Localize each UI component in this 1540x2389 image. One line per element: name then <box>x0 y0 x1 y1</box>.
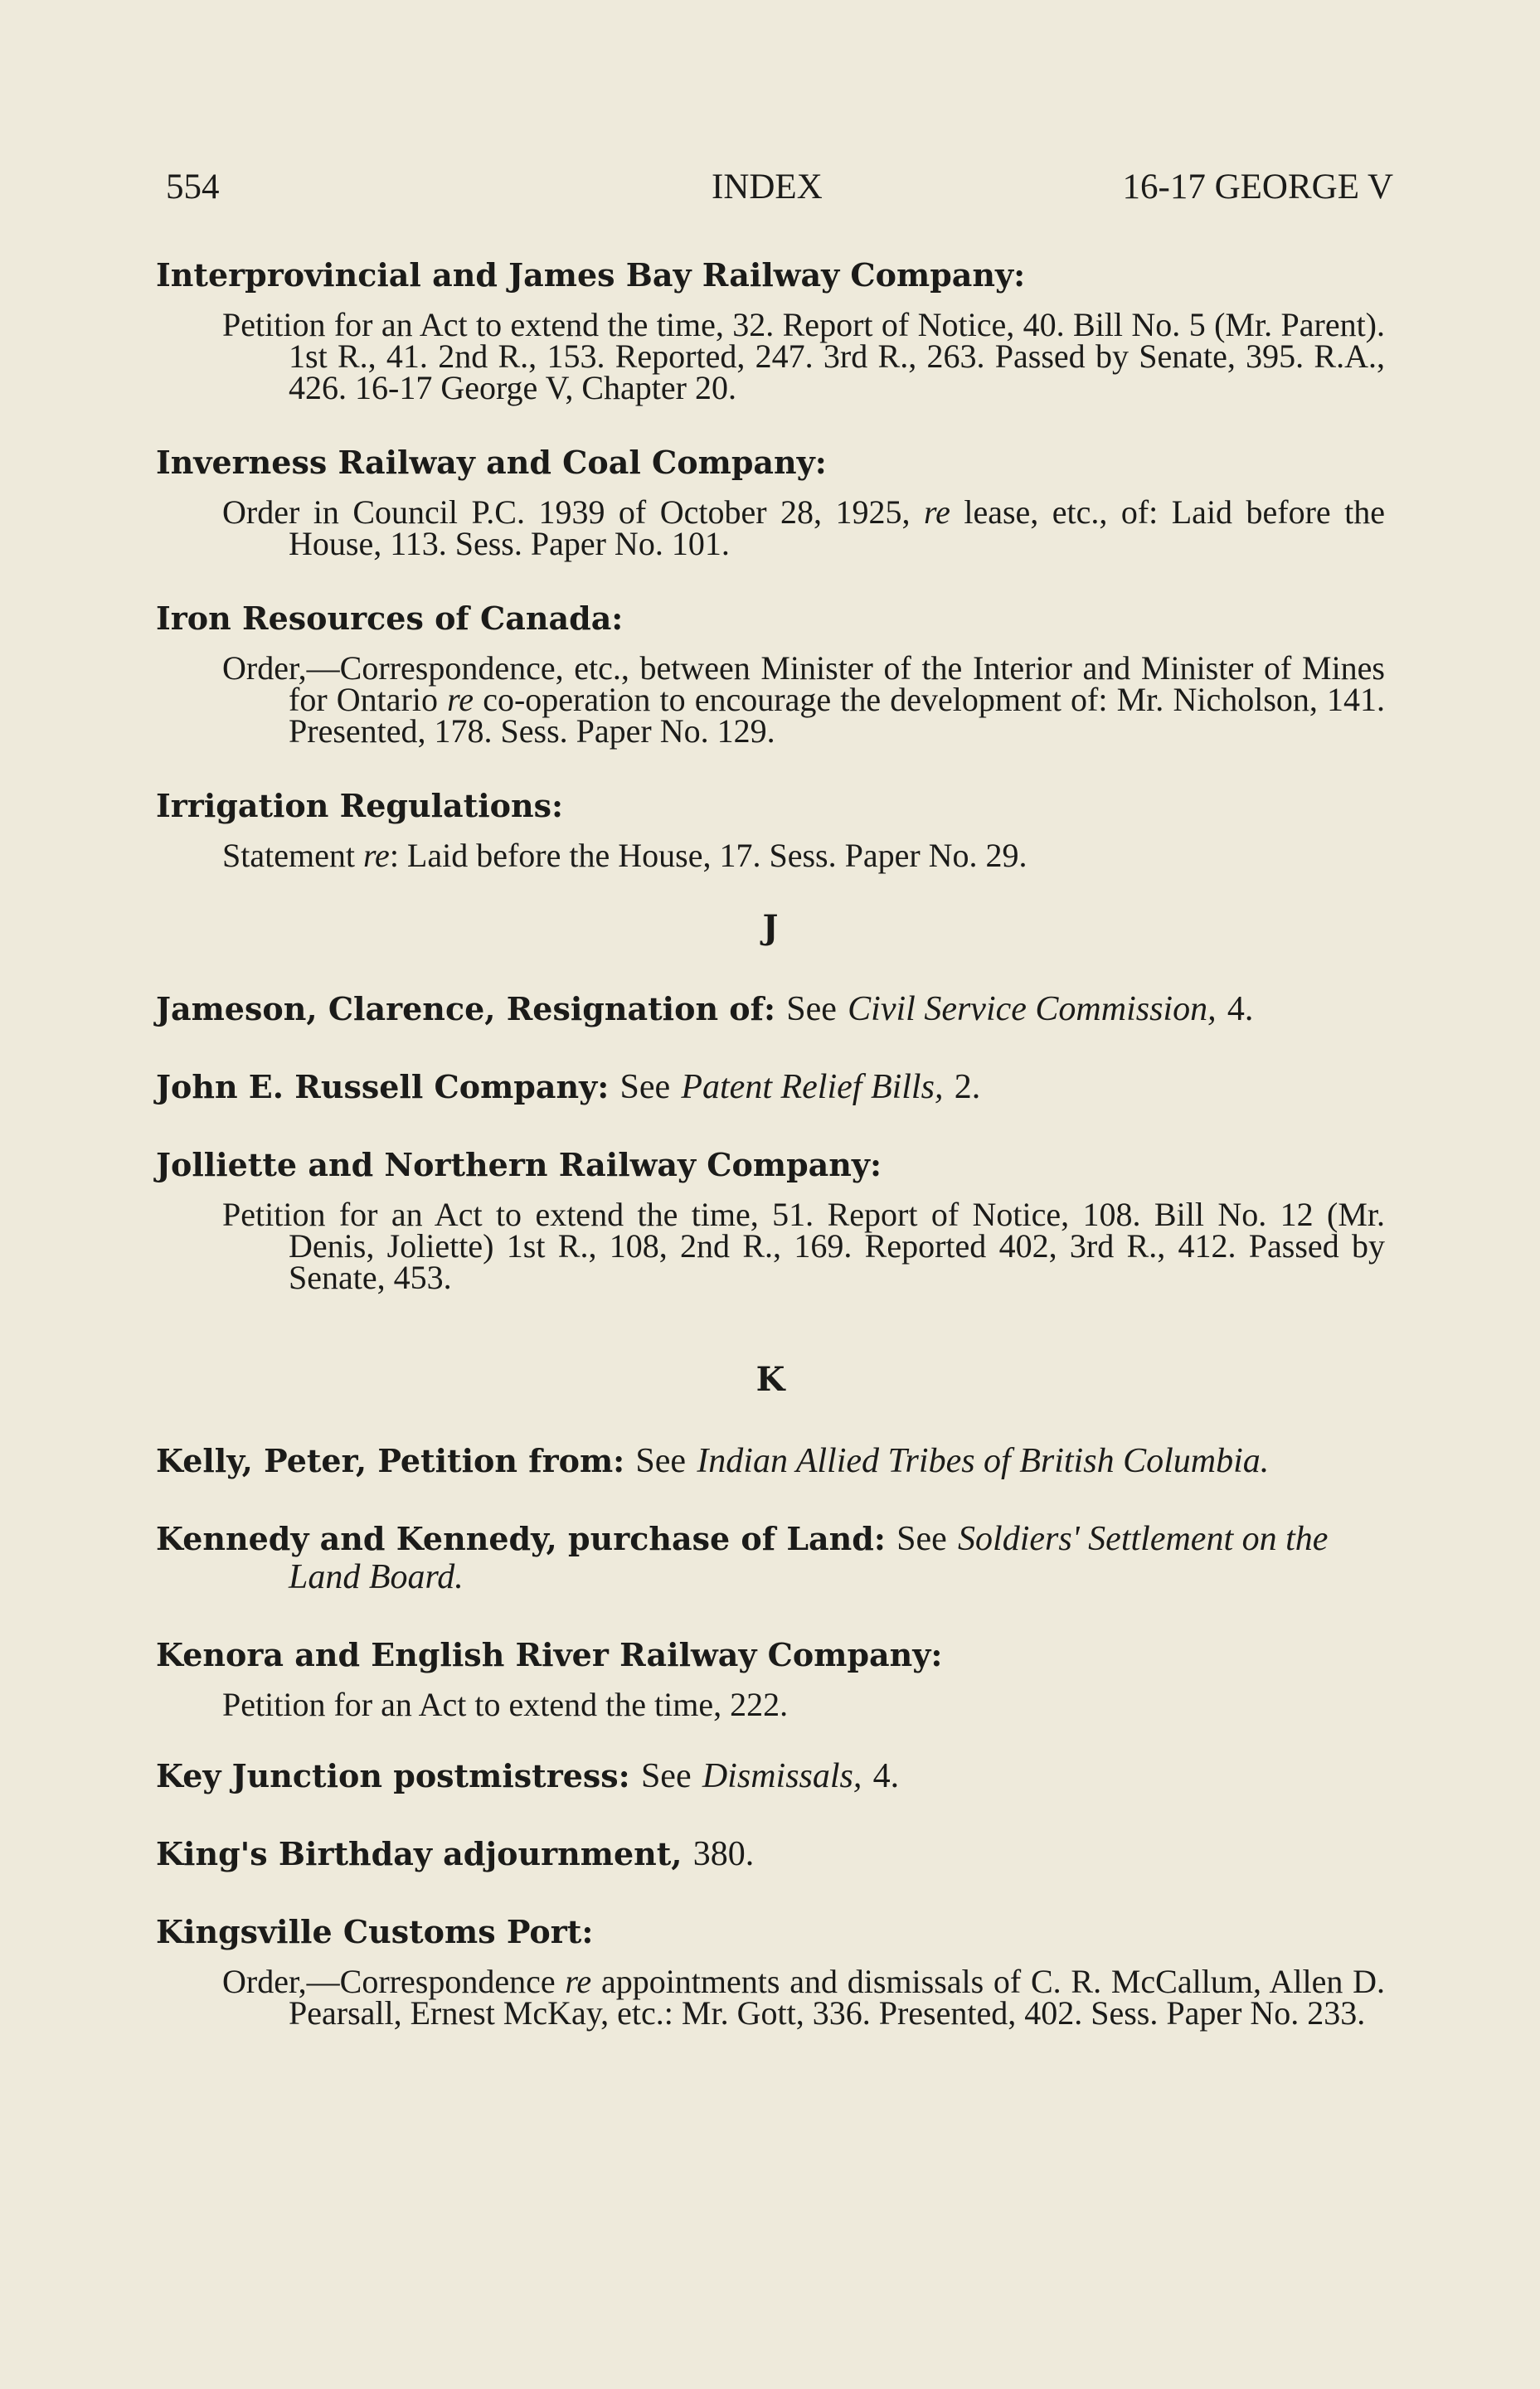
entry-title <box>156 987 1385 1032</box>
entry-title: Inverness Railway and Coal Company: <box>156 444 827 481</box>
body-re: re <box>362 837 390 874</box>
entry-title: Irrigation Regulations: <box>156 787 564 824</box>
entry-title: Interprovincial and James Bay Railway Company: <box>156 256 1026 294</box>
index-entry <box>156 1065 1385 1110</box>
see-label: See <box>786 990 837 1028</box>
index-entry <box>156 1910 1385 2032</box>
entry-title <box>156 1832 1385 1877</box>
body-re: re <box>924 493 950 531</box>
entry-title <box>156 1517 1385 1600</box>
page-ref: 4. <box>872 1757 900 1795</box>
body-text: Order in Council P.C. 1939 of October 28, 1925, <box>222 493 911 531</box>
body-re: re <box>565 1963 592 2000</box>
index-entries <box>156 253 1385 2066</box>
entry-body <box>156 493 1386 562</box>
body-text: lease, etc., of: Laid before the House, 113. Sess. Paper No. 101. <box>289 493 1386 562</box>
entry-heading: Key Junction postmistress: <box>156 1757 630 1794</box>
cross-reference: Soldiers' Settlement on the <box>958 1520 1329 1558</box>
see-label: See <box>619 1068 671 1106</box>
running-title: INDEX <box>712 168 823 206</box>
entry-heading: Kennedy and Kennedy, purchase of Land: <box>156 1520 886 1557</box>
index-entry <box>156 1517 1385 1600</box>
index-entry <box>156 784 1385 872</box>
cross-reference-continued: Land Board. <box>289 1558 464 1596</box>
entry-title: Kenora and English River Railway Company: <box>156 1636 943 1673</box>
body-text: Order,—Correspondence <box>222 1963 556 2000</box>
entry-heading: John E. Russell Company: <box>156 1068 610 1105</box>
entry-title <box>156 1754 1385 1799</box>
entry-body <box>156 649 1386 750</box>
entry-title: Kingsville Customs Port: <box>156 1913 594 1950</box>
entry-body <box>156 837 1385 874</box>
entry-title <box>156 1439 1385 1483</box>
body-text: : Laid before the House, 17. Sess. Paper No. 29. <box>389 837 1027 874</box>
body-re: re <box>447 681 474 718</box>
index-entry <box>156 596 1386 750</box>
entry-body: Petition for an Act to extend the time, 32. Report of Notice, 40. Bill No. 5 (Mr. Parent). 1st R., 41. 2nd R., 153. Reported, 247. 3rd R., 263. Passed by Senate, 395. R.A., 426. 16-17 George V, Chapter 20. <box>222 306 1385 406</box>
body-text: Statement <box>222 837 355 874</box>
index-entry <box>156 1143 1385 1294</box>
cross-reference: Dismissals, <box>702 1757 862 1795</box>
see-label: See <box>635 1442 687 1480</box>
body-text: co-operation to encourage the development of: Mr. Nicholson, 141. Presented, 178. Sess. Paper No. 129. <box>289 681 1386 750</box>
entry-body <box>156 1963 1385 2032</box>
index-entry <box>156 440 1385 560</box>
section-letter-k: K <box>755 1360 785 1399</box>
entry-heading: Kelly, Peter, Petition from: <box>156 1442 625 1479</box>
index-entry <box>156 253 1385 404</box>
running-reign: 16-17 GEORGE V <box>1122 168 1393 206</box>
index-entry <box>156 987 1385 1032</box>
body-text: Order,—Correspondence, etc., between Minister of the Interior and Minister of Mines for Ontario <box>222 649 1385 718</box>
entry-body: Petition for an Act to extend the time, 51. Report of Notice, 108. Bill No. 12 (Mr. Denis, Joliette) 1st R., 108, 2nd R., 169. Reported 402, 3rd R., 412. Passed by Senate, 453. <box>222 1196 1385 1296</box>
cross-reference: Patent Relief Bills, <box>681 1068 944 1106</box>
cross-reference: Indian Allied Tribes of British Columbia. <box>697 1442 1270 1480</box>
page-ref: 380. <box>692 1835 755 1873</box>
entry-heading: King's Birthday adjournment, <box>156 1835 683 1872</box>
entry-title: Jolliette and Northern Railway Company: <box>156 1146 882 1183</box>
see-label: See <box>640 1757 692 1795</box>
body-text: appointments and dismissals of C. R. McCallum, Allen D. Pearsall, Ernest McKay, etc.: Mr. Gott, 336. Presented, 402. Sess. Paper No. 233. <box>289 1963 1385 2032</box>
entry-heading: Jameson, Clarence, Resignation of: <box>156 990 776 1027</box>
page-number: 554 <box>166 168 220 206</box>
page-ref: 2. <box>954 1068 981 1106</box>
entry-body: Petition for an Act to extend the time, 222. <box>222 1686 789 1723</box>
entry-title: Iron Resources of Canada: <box>156 600 624 637</box>
entry-title <box>156 1065 1385 1110</box>
cross-reference: Civil Service Commission, <box>848 990 1217 1028</box>
index-entry <box>156 1439 1385 1483</box>
section-letter-j: J <box>762 908 779 947</box>
index-entry <box>156 1633 1385 1721</box>
index-entry <box>156 1754 1385 1799</box>
index-entry <box>156 1832 1385 1877</box>
page-ref: 4. <box>1227 990 1254 1028</box>
see-label: See <box>896 1520 947 1558</box>
